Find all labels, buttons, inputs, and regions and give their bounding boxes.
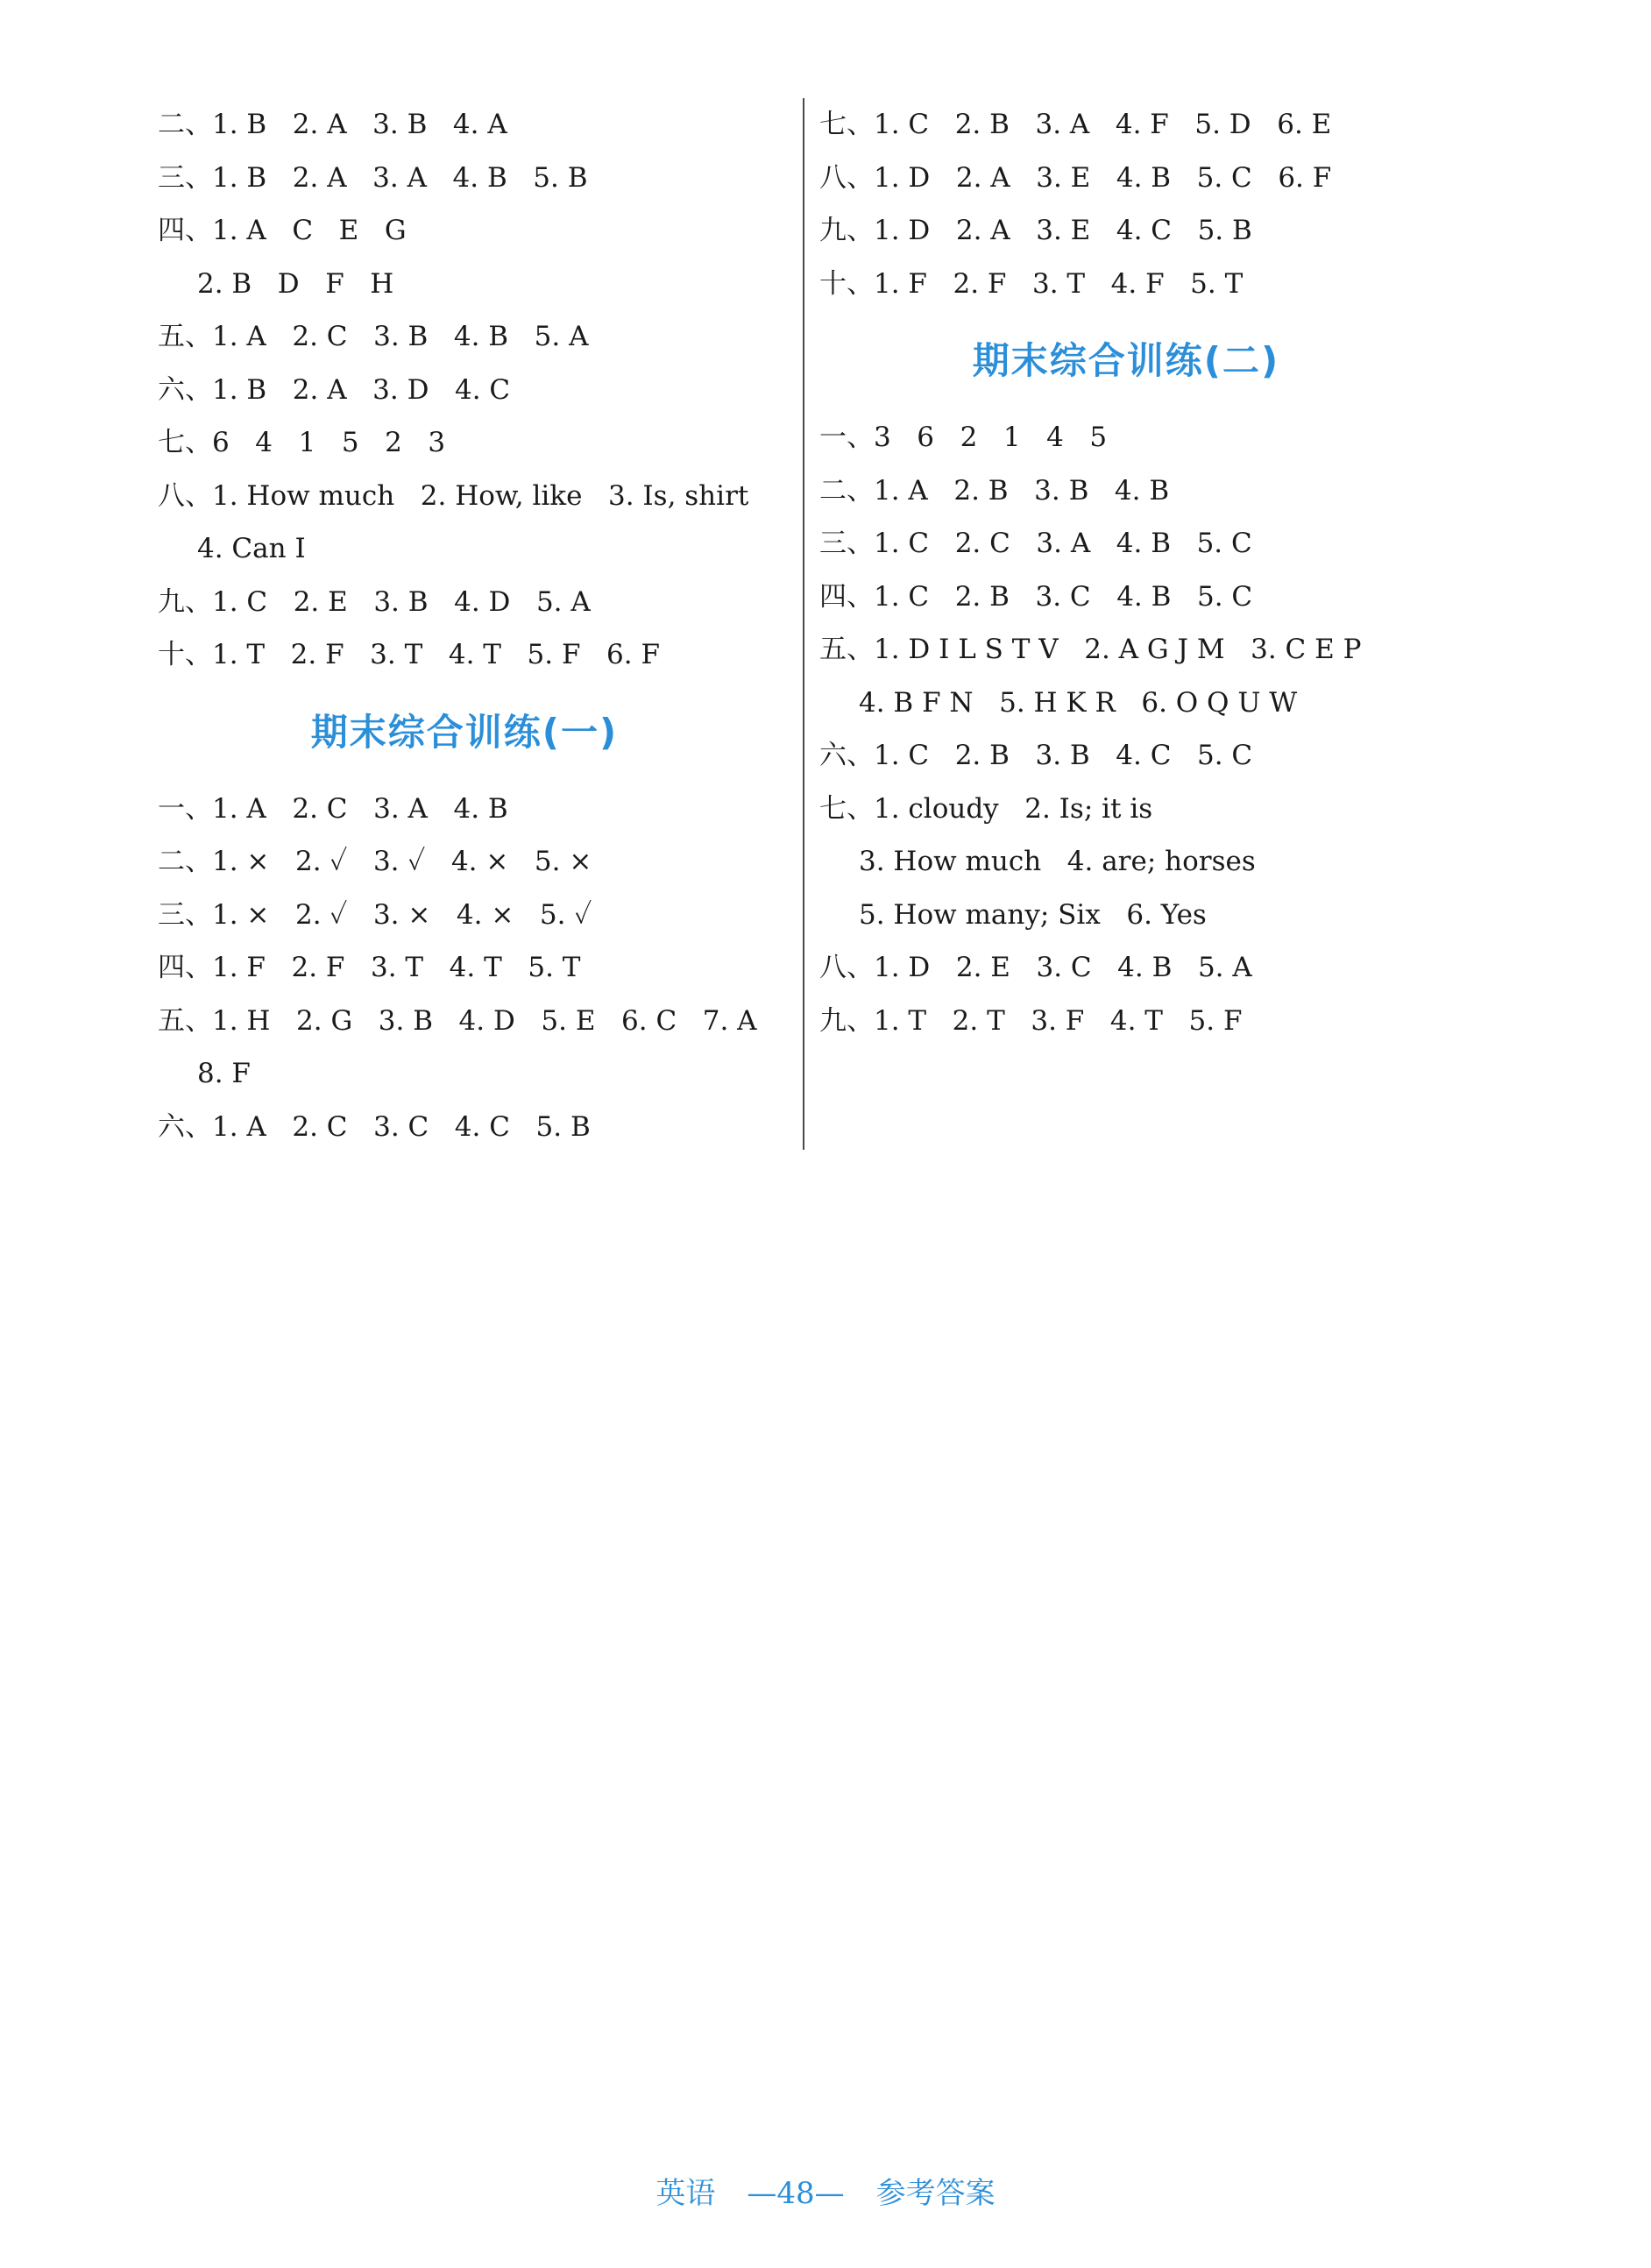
answer-line-continuation: 5. How many; Six 6. Yes	[859, 898, 1207, 931]
answer-line: 二、1. B 2. A 3. B 4. A	[158, 109, 507, 140]
answer-line: 三、1. C 2. C 3. A 4. B 5. C	[819, 528, 1252, 559]
answer-line: 九、1. T 2. T 3. F 4. T 5. F	[819, 1004, 1243, 1037]
answer-line: 四、1. F 2. F 3. T 4. T 5. T	[158, 952, 581, 983]
answer-line: 六、1. A 2. C 3. C 4. C 5. B	[158, 1110, 591, 1143]
answer-line: 八、1. D 2. A 3. E 4. B 5. C 6. F	[819, 161, 1332, 194]
page-footer	[0, 2169, 1651, 2212]
left-lines-bottom	[158, 783, 771, 1154]
answer-line-continuation: 2. B D F H	[197, 267, 394, 300]
section-title-final-review-1: 期末综合训练(一)	[310, 710, 619, 754]
answer-line: 六、1. C 2. B 3. B 4. C 5. C	[819, 740, 1253, 771]
answer-line: 九、1. D 2. A 3. E 4. C 5. B	[819, 215, 1252, 246]
answer-line: 五、1. D I L S T V 2. A G J M 3. C E P	[819, 634, 1362, 665]
right-column	[819, 98, 1433, 1047]
answer-line: 十、1. T 2. F 3. T 4. T 5. F 6. F	[158, 639, 660, 670]
answer-line: 七、1. C 2. B 3. A 4. F 5. D 6. E	[819, 109, 1332, 140]
footer-subject: 英语	[655, 2176, 716, 2211]
answer-line: 八、1. D 2. E 3. C 4. B 5. A	[819, 952, 1252, 983]
left-column	[158, 98, 771, 1153]
answer-line-continuation: 3. How much 4. are; horses	[859, 846, 1256, 877]
answer-line: 三、1. B 2. A 3. A 4. B 5. B	[158, 161, 588, 194]
answer-line: 三、1. × 2. ✓ 3. × 4. × 5. ✓	[158, 898, 592, 931]
answer-line-continuation: 4. Can I	[197, 533, 306, 564]
left-lines-top	[158, 98, 771, 682]
answer-line: 六、1. B 2. A 3. D 4. C	[158, 373, 511, 406]
answer-line: 七、1. cloudy 2. Is; it is	[819, 792, 1153, 825]
answer-line: 二、1. A 2. B 3. B 4. B	[819, 474, 1170, 507]
answer-line: 二、1. × 2. ✓ 3. ✓ 4. × 5. ×	[158, 846, 592, 877]
answer-line: 一、1. A 2. C 3. A 4. B	[158, 792, 508, 825]
right-lines-bottom	[819, 411, 1433, 1047]
answer-line: 五、1. A 2. C 3. B 4. B 5. A	[158, 321, 589, 352]
footer-label: 参考答案	[875, 2176, 996, 2211]
answer-line: 五、1. H 2. G 3. B 4. D 5. E 6. C 7. A	[158, 1004, 757, 1037]
section-title-final-review-2: 期末综合训练(二)	[972, 339, 1280, 382]
answer-line: 八、1. How much 2. How, like 3. Is, shirt	[158, 479, 749, 512]
answer-line-continuation: 4. B F N 5. H K R 6. O Q U W	[859, 686, 1298, 719]
answer-line: 四、1. C 2. B 3. C 4. B 5. C	[819, 580, 1253, 613]
answer-line: 十、1. F 2. F 3. T 4. F 5. T	[819, 267, 1244, 300]
column-divider	[803, 98, 804, 1150]
answer-line-continuation: 8. F	[197, 1058, 251, 1089]
footer-page-number: —48—	[747, 2176, 845, 2211]
answer-line: 四、1. A C E G	[158, 215, 407, 246]
answer-line: 一、3 6 2 1 4 5	[819, 422, 1108, 453]
answer-line: 七、6 4 1 5 2 3	[158, 427, 446, 458]
right-lines-top	[819, 98, 1433, 310]
answer-line: 九、1. C 2. E 3. B 4. D 5. A	[158, 585, 591, 618]
